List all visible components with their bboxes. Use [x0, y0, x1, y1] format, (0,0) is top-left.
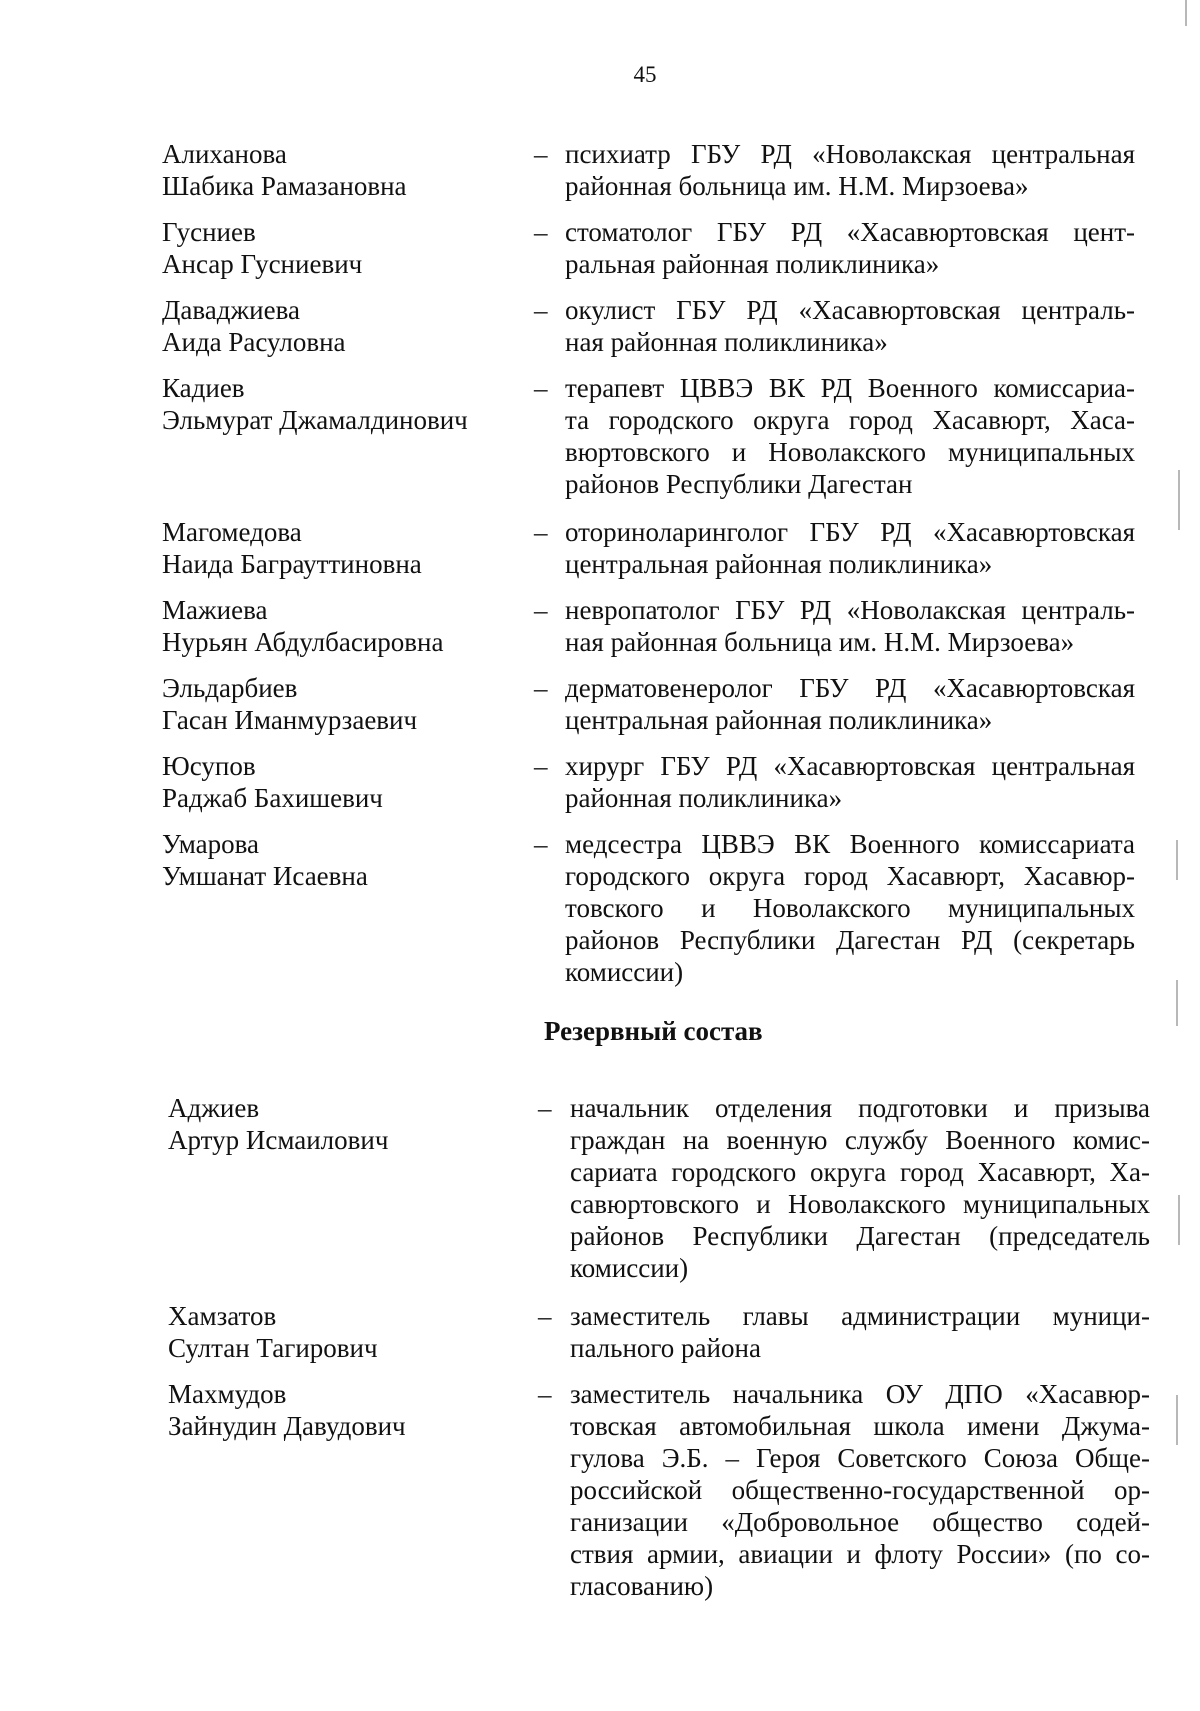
scan-speck [1176, 980, 1178, 1026]
role-line: хирург ГБУ РД «Хасавюртовская центральная [565, 751, 1135, 781]
member-name [162, 294, 522, 358]
member-role [565, 828, 1135, 988]
member-role [565, 516, 1135, 580]
role-line: районов Республики Дагестан [565, 469, 913, 499]
member-name [162, 216, 522, 280]
member-name [162, 750, 522, 814]
member-surname: Гусниев [162, 217, 256, 247]
member-given-name: Наида Баграуттиновна [162, 549, 422, 579]
member-surname: Хамзатов [168, 1301, 277, 1331]
role-line: российской общественно-государственной ор- [570, 1475, 1150, 1505]
scan-speck [1178, 470, 1180, 530]
role-line: товского и Новолакского муниципальных [565, 893, 1135, 923]
role-line: центральная районная поликлиника» [565, 705, 993, 735]
member-role [565, 138, 1135, 202]
role-line: медсестра ЦВВЭ ВК Военного комиссариата [565, 829, 1135, 859]
role-line: начальник отделения подготовки и призыва [570, 1093, 1150, 1123]
member-name [168, 1300, 528, 1364]
role-line: сариата городского округа город Хасавюрт, Ха- [570, 1157, 1150, 1187]
reserve-section-title: Резервный состав [544, 1016, 763, 1046]
member-role [570, 1378, 1150, 1602]
member-surname: Мажиева [162, 595, 268, 625]
member-name [162, 672, 522, 736]
role-line: пального района [570, 1333, 761, 1363]
role-line: невропатолог ГБУ РД «Новолакская централь- [565, 595, 1135, 625]
role-line: гласованию) [570, 1571, 714, 1601]
role-line: дерматовенеролог ГБУ РД «Хасавюртовская [565, 673, 1135, 703]
role-line: ганизации «Добровольное общество содей- [570, 1507, 1150, 1537]
member-role [565, 216, 1135, 280]
member-given-name: Гасан Иманмурзаевич [162, 705, 418, 735]
dash-separator: – [534, 829, 548, 859]
dash-separator: – [538, 1301, 552, 1331]
member-name [162, 138, 522, 202]
member-given-name: Зайнудин Давудович [168, 1411, 406, 1441]
dash-separator: – [534, 595, 548, 625]
role-line: районная больница им. Н.М. Мирзоева» [565, 171, 1029, 201]
member-given-name: Шабика Рамазановна [162, 171, 407, 201]
role-line: комиссии) [565, 957, 684, 987]
role-line: заместитель главы администрации муници- [570, 1301, 1150, 1331]
page-number: 45 [633, 62, 657, 87]
scan-speck [1176, 1395, 1178, 1445]
member-surname: Юсупов [162, 751, 256, 781]
member-given-name: Раджаб Бахишевич [162, 783, 383, 813]
member-role [565, 672, 1135, 736]
dash-separator: – [538, 1379, 552, 1409]
role-line: окулист ГБУ РД «Хасавюртовская централь- [565, 295, 1135, 325]
role-line: ральная районная поликлиника» [565, 249, 940, 279]
role-line: савюртовского и Новолакского муниципальных [570, 1189, 1150, 1219]
dash-separator: – [534, 139, 548, 169]
member-given-name: Умшанат Исаевна [162, 861, 368, 891]
member-given-name: Нурьян Абдулбасировна [162, 627, 444, 657]
member-given-name: Султан Тагирович [168, 1333, 378, 1363]
member-surname: Умарова [162, 829, 260, 859]
member-surname: Кадиев [162, 373, 245, 403]
member-name [162, 516, 522, 580]
role-line: вюртовского и Новолакского муниципальных [565, 437, 1135, 467]
dash-separator: – [534, 373, 548, 403]
member-name [162, 828, 522, 892]
dash-separator: – [538, 1093, 552, 1123]
role-line: товская автомобильная школа имени Джума- [570, 1411, 1150, 1441]
role-line: районов Республики Дагестан РД (секретарь [565, 925, 1135, 955]
role-line: та городского округа город Хасавюрт, Хаса- [565, 405, 1135, 435]
member-role [570, 1300, 1150, 1364]
scan-speck [1178, 1195, 1180, 1245]
role-line: центральная районная поликлиника» [565, 549, 993, 579]
role-line: ствия армии, авиации и флоту России» (по со- [570, 1539, 1150, 1569]
member-role [565, 594, 1135, 658]
role-line: психиатр ГБУ РД «Новолакская центральная [565, 139, 1135, 169]
dash-separator: – [534, 751, 548, 781]
member-surname: Эльдарбиев [162, 673, 298, 703]
dash-separator: – [534, 517, 548, 547]
dash-separator: – [534, 295, 548, 325]
role-line: комиссии) [570, 1253, 689, 1283]
member-surname: Аджиев [168, 1093, 260, 1123]
role-line: заместитель начальника ОУ ДПО «Хасавюр- [570, 1379, 1150, 1409]
member-name [168, 1378, 528, 1442]
role-line: терапевт ЦВВЭ ВК РД Военного комиссариа- [565, 373, 1135, 403]
role-line: стоматолог ГБУ РД «Хасавюртовская цент- [565, 217, 1135, 247]
role-line: оториноларинголог ГБУ РД «Хасавюртовская [565, 517, 1135, 547]
role-line: районов Республики Дагестан (председатель [570, 1221, 1150, 1251]
member-role [565, 294, 1135, 358]
role-line: городского округа город Хасавюрт, Хасавюр- [565, 861, 1135, 891]
member-given-name: Артур Исмаилович [168, 1125, 389, 1155]
member-name [162, 372, 522, 436]
scan-speck [1185, 0, 1187, 26]
role-line: ная районная больница им. Н.М. Мирзоева» [565, 627, 1075, 657]
member-surname: Алиханова [162, 139, 287, 169]
member-surname: Махмудов [168, 1379, 287, 1409]
role-line: районная поликлиника» [565, 783, 843, 813]
role-line: граждан на военную службу Военного комис- [570, 1125, 1150, 1155]
member-name [162, 594, 522, 658]
dash-separator: – [534, 673, 548, 703]
member-surname: Даваджиева [162, 295, 300, 325]
member-given-name: Эльмурат Джамалдинович [162, 405, 468, 435]
member-given-name: Ансар Гусниевич [162, 249, 363, 279]
dash-separator: – [534, 217, 548, 247]
scan-speck [1176, 840, 1178, 880]
member-surname: Магомедова [162, 517, 302, 547]
member-role [565, 750, 1135, 814]
member-role [570, 1092, 1150, 1284]
member-role [565, 372, 1135, 500]
member-name [168, 1092, 528, 1156]
role-line: гулова Э.Б. – Героя Советского Союза Обще- [570, 1443, 1150, 1473]
member-given-name: Аида Расуловна [162, 327, 346, 357]
role-line: ная районная поликлиника» [565, 327, 888, 357]
